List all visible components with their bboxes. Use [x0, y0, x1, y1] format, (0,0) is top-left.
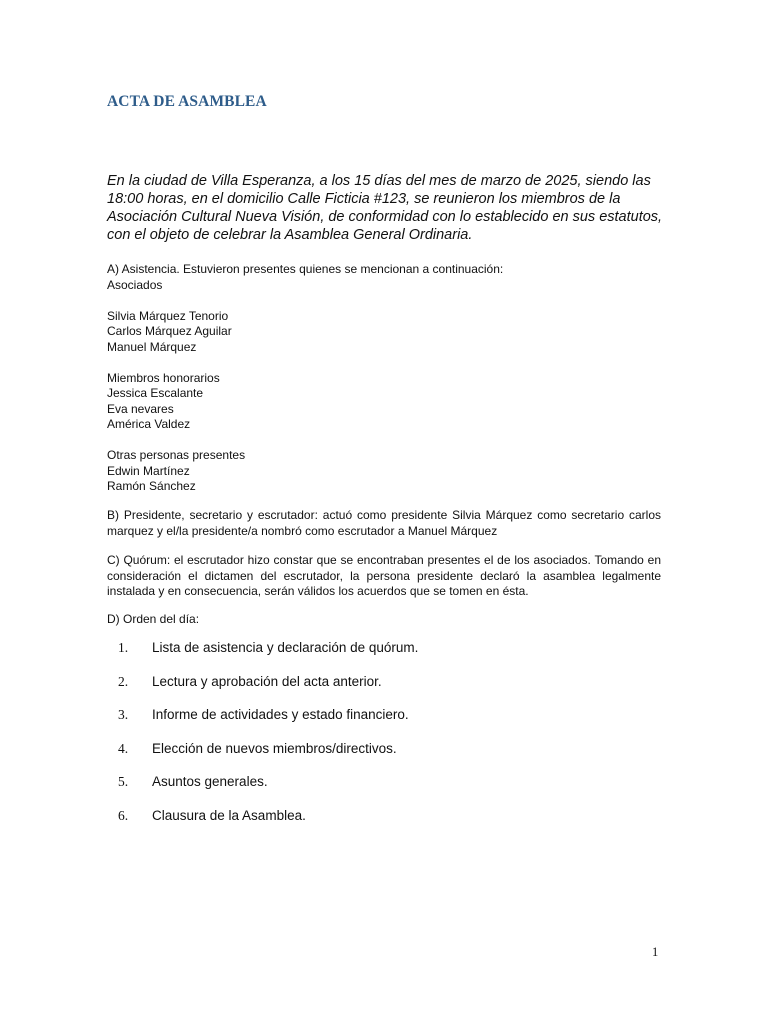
section-d-heading: D) Orden del día:	[107, 612, 200, 626]
agenda-item-number: 3.	[118, 707, 129, 722]
attendee-name: Jessica Escalante	[107, 386, 204, 400]
agenda-item-text: Lectura y aprobación del acta anterior.	[152, 673, 382, 689]
agenda-item-number: 2.	[118, 673, 129, 689]
intro-paragraph: En la ciudad de Villa Esperanza, a los 15 días del mes de marzo de 2025, siendo las 18:00 horas, en el domicilio Calle Ficticia #123, se reunieron los miembros de la Asociación Cultural Nueva Visión, de conformidad con lo establecido en sus estatutos, con el objeto de celebrar la Asamblea General Ordinaria.	[107, 173, 663, 243]
attendee-name: Silvia Márquez Tenorio	[107, 308, 229, 323]
attendee-name: Manuel Márquez	[107, 339, 197, 354]
attendance-heading: A) Asistencia. Estuvieron presentes quienes se mencionan a continuación:	[107, 262, 504, 276]
agenda-list	[118, 640, 418, 841]
agenda-item-number: 1.	[118, 640, 129, 655]
spacer	[107, 433, 503, 449]
agenda-item-text: Elección de nuevos miembros/directivos.	[152, 740, 397, 756]
agenda-item-text: Asuntos generales.	[152, 774, 268, 789]
agenda-item	[118, 674, 418, 708]
agenda-item	[118, 808, 418, 842]
page-number: 1	[652, 945, 659, 959]
group-label-otras: Otras personas presentes	[107, 448, 246, 462]
attendee-name: América Valdez	[107, 417, 191, 431]
agenda-item	[118, 640, 418, 674]
agenda-item-number: 6.	[118, 807, 129, 823]
attendee-name: Eva nevares	[107, 401, 174, 416]
agenda-item-text: Lista de asistencia y declaración de quórum.	[152, 640, 419, 655]
attendance-section	[107, 262, 503, 495]
agenda-item-number: 5.	[118, 774, 129, 789]
agenda-item	[118, 741, 418, 775]
document-title: ACTA DE ASAMBLEA	[107, 93, 267, 110]
attendee-name: Edwin Martínez	[107, 463, 190, 478]
agenda-item	[118, 774, 418, 808]
agenda-item-number: 4.	[118, 740, 129, 756]
section-c-paragraph: C) Quórum: el escrutador hizo constar que se encontraban presentes el de los asociados. Tomando en consideración el dictamen del escrutador, la persona presidente declaró la asamblea legalmente instalada y en consecuencia, serán válidos los acuerdos que se tomen en ésta.	[107, 553, 661, 598]
attendee-name: Ramón Sánchez	[107, 479, 196, 493]
agenda-item-text: Clausura de la Asamblea.	[152, 807, 306, 823]
group-label-asociados: Asociados	[107, 277, 163, 292]
section-b-paragraph: B) Presidente, secretario y escrutador: actuó como presidente Silvia Márquez como secretario carlos marquez y el/la presidente/a nombró como escrutador a Manuel Márquez	[107, 508, 661, 538]
agenda-item-text: Informe de actividades y estado financiero.	[152, 707, 409, 722]
group-label-honorarios: Miembros honorarios	[107, 370, 220, 385]
spacer	[107, 355, 503, 371]
spacer	[107, 293, 503, 309]
attendee-name: Carlos Márquez Aguilar	[107, 324, 232, 338]
agenda-item	[118, 707, 418, 741]
